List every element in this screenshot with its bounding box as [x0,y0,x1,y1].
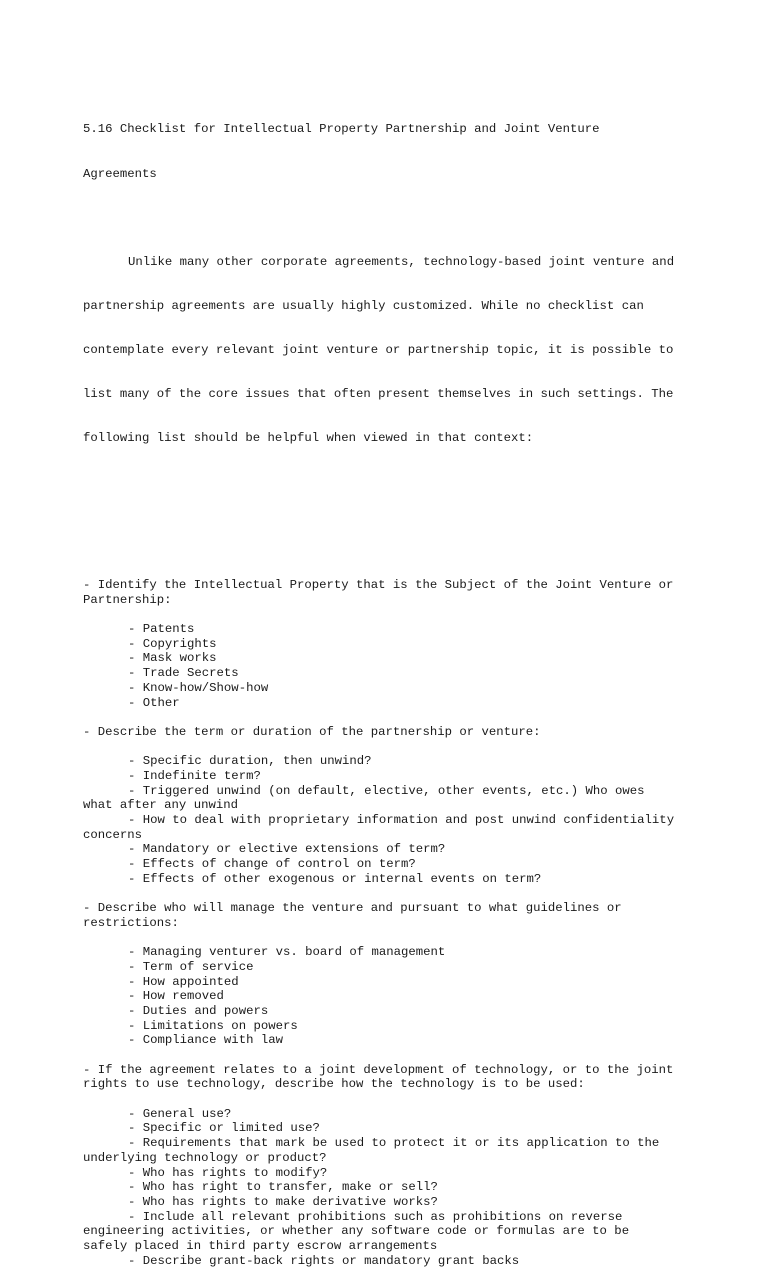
checklist-item [83,637,703,652]
checklist-item-line: - Specific or limited use? [128,1121,320,1136]
checklist-item [83,1107,703,1122]
checklist-item-line: - Effects of other exogenous or internal events on term? [128,871,542,886]
section-heading-line: - Describe who will manage the venture and pursuant to what guidelines or [83,901,622,916]
checklist-item-line: - Who has rights to modify? [128,1165,328,1180]
checklist-item [83,842,703,857]
checklist-item [83,1004,703,1019]
section-heading-line: rights to use technology, describe how the technology is to be used: [83,1077,585,1092]
section-heading-line: - Identify the Intellectual Property that is the Subject of the Joint Venture or [83,578,674,593]
checklist-item-line: - Requirements that mark be used to protect it or its application to the [128,1136,660,1151]
checklist-item [83,622,703,637]
checklist-item-line: - How removed [128,989,224,1004]
checklist-item-line: - Trade Secrets [128,666,239,681]
checklist-item-line: - Compliance with law [128,1033,283,1048]
checklist-item [83,1210,703,1254]
section-heading-line: - Describe the term or duration of the partnership or venture: [83,724,541,739]
checklist-item-line: - Other [128,695,180,710]
section-heading-line: restrictions: [83,915,179,930]
checklist-item [83,1121,703,1136]
checklist-item [83,1033,703,1048]
checklist-item-line: - General use? [128,1106,232,1121]
checklist-item-line: - Indefinite term? [128,768,261,783]
checklist-item [83,681,703,696]
checklist-item [83,769,703,784]
checklist-item [83,1019,703,1034]
checklist-section [83,901,703,1063]
checklist-item [83,666,703,681]
document-page [83,93,703,1283]
checklist-item-line: - Describe grant-back rights or mandatory grant backs [128,1253,520,1268]
checklist-item [83,1136,703,1165]
section-heading-line: Partnership: [83,592,172,607]
checklist-item [83,651,703,666]
checklist-item-line: - Managing venturer vs. board of management [128,945,446,960]
checklist-item-line: concerns [83,827,143,842]
checklist-item-line: - Effects of change of control on term? [128,857,416,872]
checklist-item-line: - Know-how/Show-how [128,680,269,695]
checklist-section [83,578,703,725]
intro-line-4: list many of the core issues that often present themselves in such settings. The [83,386,674,401]
checklist-item-line: - How appointed [128,974,239,989]
intro-line-1: Unlike many other corporate agreements, technology-based joint venture and [128,254,675,269]
checklist-item [83,989,703,1004]
title-line-2: Agreements [83,166,157,181]
checklist-item-line: safely placed in third party escrow arrangements [83,1238,438,1253]
checklist-item-line: - Mandatory or elective extensions of term? [128,842,446,857]
checklist-item-line: - Patents [128,622,195,637]
checklist-item-line: - Term of service [128,959,254,974]
checklist-item [83,1254,703,1269]
checklist-item-line: - Duties and powers [128,1003,269,1018]
checklist-item [83,696,703,711]
checklist-item [83,945,703,960]
intro-line-3: contemplate every relevant joint venture or partnership topic, it is possible to [83,342,674,357]
checklist-item [83,857,703,872]
checklist-item-line: - Copyrights [128,636,217,651]
checklist-item-line: - Who has rights to make derivative works? [128,1194,438,1209]
checklist-item [83,1166,703,1181]
checklist-item [83,813,703,842]
checklist-item [83,784,703,813]
checklist-item [83,754,703,769]
checklist-item-line: - How to deal with proprietary information and post unwind confidentiality [128,813,675,828]
section-heading-line: - If the agreement relates to a joint development of technology, or to the joint [83,1062,674,1077]
checklist-item-line: - Mask works [128,651,217,666]
checklist-sections [83,578,703,1268]
checklist-item-line: underlying technology or product? [83,1150,327,1165]
checklist-section [83,1063,703,1269]
checklist-section [83,725,703,901]
checklist-item-line: - Triggered unwind (on default, elective, other events, etc.) Who owes [128,783,645,798]
checklist-item [83,960,703,975]
checklist-item [83,872,703,887]
title-line-1: 5.16 Checklist for Intellectual Property Partnership and Joint Venture [83,122,600,137]
checklist-item-line: engineering activities, or whether any software code or formulas are to be [83,1224,630,1239]
checklist-item [83,975,703,990]
intro-line-2: partnership agreements are usually highly customized. While no checklist can [83,298,644,313]
checklist-item-line: - Limitations on powers [128,1018,298,1033]
checklist-item [83,1180,703,1195]
checklist-item-line: - Who has right to transfer, make or sell? [128,1180,438,1195]
intro-line-5: following list should be helpful when viewed in that context: [83,431,534,446]
checklist-item [83,1195,703,1210]
checklist-item-line: what after any unwind [83,798,238,813]
checklist-item-line: - Specific duration, then unwind? [128,754,372,769]
checklist-item-line: - Include all relevant prohibitions such as prohibitions on reverse [128,1209,623,1224]
